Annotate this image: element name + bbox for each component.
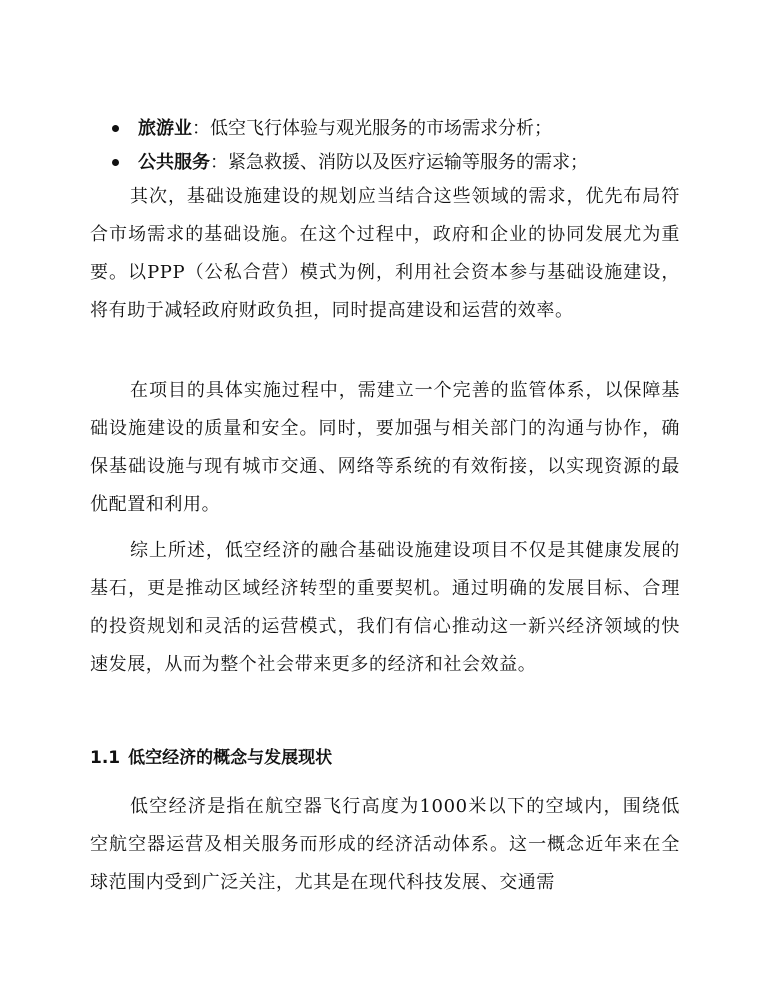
section-number: 1.1 <box>90 748 121 768</box>
section-heading <box>90 744 332 772</box>
bullet-term: 旅游业 <box>138 118 192 139</box>
bullet-item-tourism <box>108 112 688 146</box>
bullet-term: 公共服务 <box>138 152 210 173</box>
paragraph-low-altitude-definition: 低空经济是指在航空器飞行高度为1000米以下的空域内，围绕低空航空器运营及相关服务而形成的经济活动体系。这一概念近年来在全球范围内受到广泛关注，尤其是在现代科技发展、交通需 <box>90 796 680 893</box>
bullet-dot-icon <box>112 159 119 166</box>
bullet-dot-icon <box>112 125 119 132</box>
paragraph-summary: 综上所述，低空经济的融合基础设施建设项目不仅是其健康发展的基石，更是推动区域经济转型的重要契机。通过明确的发展目标、合理的投资规划和灵活的运营模式，我们有信心推动这一新兴经济领域的快速发展，从而为整个社会带来更多的经济和社会效益。 <box>90 540 680 675</box>
paragraph-supervision-system: 在项目的具体实施过程中，需建立一个完善的监管体系，以保障基础设施建设的质量和安全。同时，要加强与相关部门的沟通与协作，确保基础设施与现有城市交通、网络等系统的有效衔接，以实现资源的最优配置和利用。 <box>90 380 680 515</box>
bullet-item-public-service <box>108 146 688 180</box>
bullet-list <box>108 112 688 180</box>
paragraph-infrastructure-planning: 其次，基础设施建设的规划应当结合这些领域的需求，优先布局符合市场需求的基础设施。在这个过程中，政府和企业的协同发展尤为重要。以PPP（公私合营）模式为例，利用社会资本参与基础设施建设，将有助于减轻政府财政负担，同时提高建设和运营的效率。 <box>90 186 680 321</box>
bullet-text: ：低空飞行体验与观光服务的市场需求分析； <box>192 118 552 139</box>
section-title: 低空经济的概念与发展现状 <box>128 748 333 768</box>
bullet-text: ：紧急救援、消防以及医疗运输等服务的需求； <box>210 152 588 173</box>
